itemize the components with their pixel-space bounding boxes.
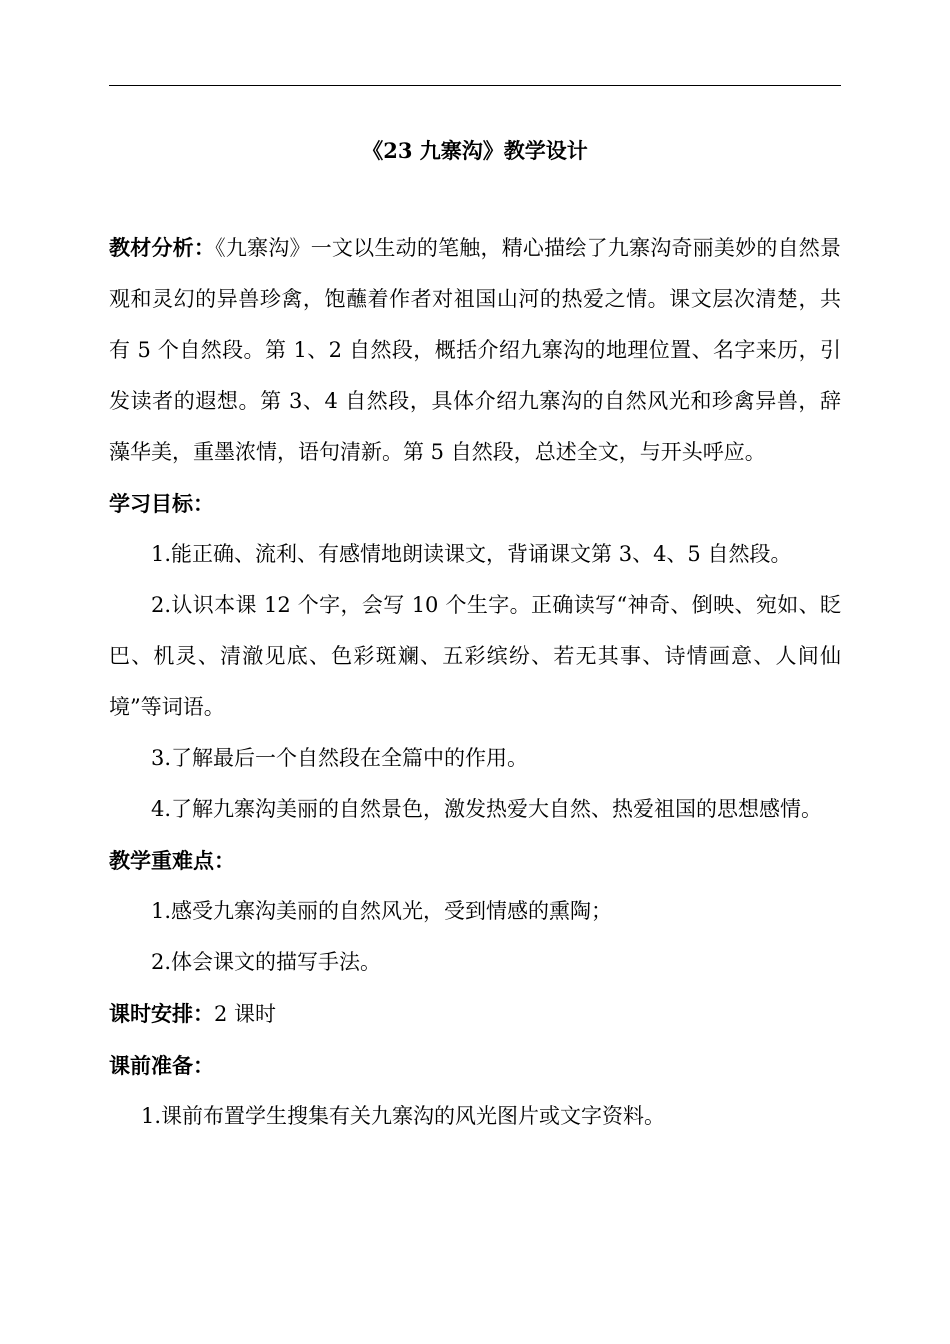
analysis-paragraph [109,222,841,478]
document-title: 《23 九寨沟》教学设计 [362,138,588,163]
key-point-item: 1.感受九寨沟美丽的自然风光，受到情感的熏陶； [151,899,613,923]
header-rule [109,85,841,86]
analysis-label: 教材分析： [109,235,216,260]
preparation-item: 1.课前布置学生搜集有关九寨沟的风光图片或文字资料。 [141,1104,666,1128]
key-point-item: 2.体会课文的描写手法。 [151,950,382,974]
preparation-heading: 课前准备： [109,1053,214,1078]
objective-item: 1.能正确、流利、有感情地朗读课文，背诵课文第 3、4、5 自然段。 [151,542,792,566]
document-body [109,136,841,1142]
schedule-label: 课时安排： [109,1001,214,1026]
key-points-heading: 教学重难点： [109,848,235,873]
schedule-value: 2 课时 [214,1002,277,1026]
objectives-heading: 学习目标： [109,491,214,516]
schedule-line [109,988,841,1040]
objective-item: 2.认识本课 12 个字，会写 10 个生字。正确读写“神奇、倒映、宛如、眨巴、机灵、清澈见底、色彩斑斓、五彩缤纷、若无其事、诗情画意、人间仙境”等词语。 [109,593,841,719]
objective-item: 4.了解九寨沟美丽的自然景色，激发热爱大自然、热爱祖国的思想感情。 [151,797,823,821]
analysis-text: 《九寨沟》一文以生动的笔触，精心描绘了九寨沟奇丽美妙的自然景观和灵幻的异兽珍禽，饱蘸着作者对祖国山河的热爱之情。课文层次清楚，共有 5 个自然段。第 1、2 自然段，概括介绍九寨沟的地理位置、名字来历，引发读者的遐想。第 3、4 自然段，具体介绍九寨沟的自然风光和珍禽异兽，辞藻华美，重墨浓情，语句清新。第 5 自然段，总述全文，与开头呼应。 [109,236,842,464]
objective-item: 3.了解最后一个自然段在全篇中的作用。 [151,746,529,770]
